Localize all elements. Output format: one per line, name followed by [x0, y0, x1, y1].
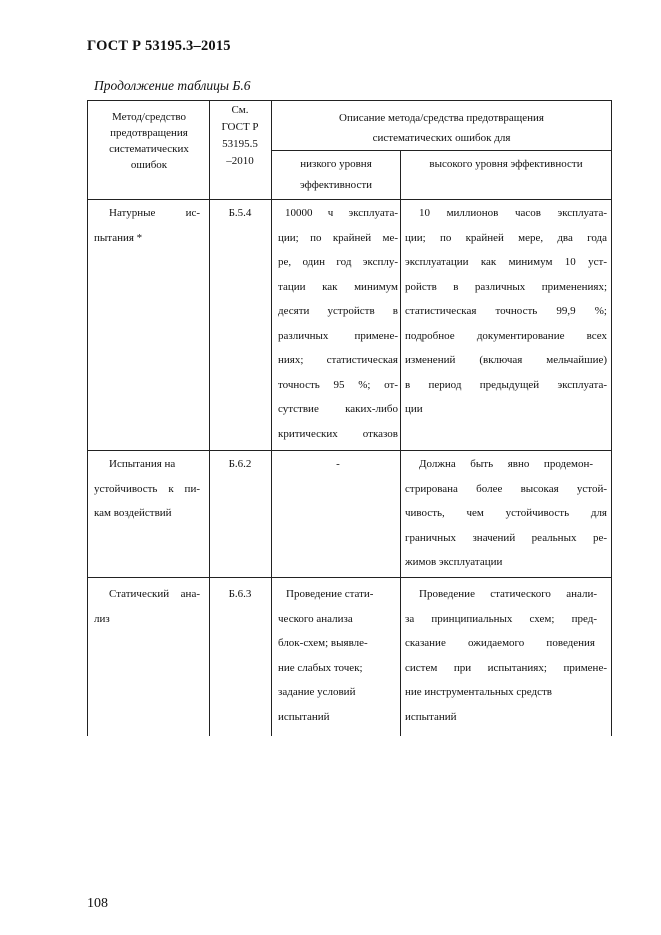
cell-line: десяти устройств в: [278, 305, 398, 317]
cell-line: различных примене-: [278, 329, 398, 342]
table-row-reference: [211, 582, 269, 607]
header-line: систематических: [109, 143, 189, 155]
column-divider: [209, 100, 210, 736]
cell-line: ции: [405, 403, 423, 415]
cell-line: сказание ожидаемого поведения: [405, 637, 595, 649]
column-divider: [400, 150, 401, 736]
cell-line: ройств в различных применениях;: [405, 280, 607, 293]
cell-line: изменений (включая мельчайшие): [405, 354, 607, 366]
cell-line: Проведение статического анали-: [419, 588, 597, 600]
table-row-method: [94, 452, 200, 526]
header-line: предотвращения: [110, 127, 188, 139]
header-line: Метод/средство: [111, 111, 187, 123]
cell-line: ции; по крайней ме-: [278, 231, 398, 244]
header-line: 53195.5: [222, 138, 258, 150]
table-row-high: [405, 452, 607, 575]
cell-line: задание условий: [278, 686, 356, 698]
table-row-high: [405, 201, 607, 422]
cell-line: Б.6.3: [228, 588, 252, 600]
cell-line: Испытания на: [109, 458, 176, 470]
page-number: 108: [87, 896, 108, 911]
table-left-border: [87, 100, 88, 736]
cell-line: ре, один год эксплу-: [278, 256, 398, 268]
cell-line: кам воздействий: [94, 507, 172, 519]
cell-line: Натурные ис-: [109, 207, 200, 219]
cell-line: жимов эксплуатации: [405, 556, 503, 568]
document-code: ГОСТ Р 53195.3–2015: [87, 38, 231, 54]
cell-line: точность 95 %; от-: [278, 378, 398, 391]
table-row-low: [278, 452, 398, 477]
cell-line: 10 миллионов часов эксплуата-: [419, 207, 607, 219]
cell-line: тации как минимум: [278, 280, 398, 293]
cell-line: блок-схем; выявле-: [278, 637, 368, 649]
header-low-level: [273, 154, 399, 196]
header-line: систематических ошибок для: [372, 132, 511, 144]
cell-line: в период предыдущей эксплуата-: [405, 378, 607, 391]
table-row-reference: [211, 452, 269, 477]
cell-line: Должна быть явно продемон-: [419, 458, 593, 470]
header-line: ГОСТ Р: [221, 121, 259, 133]
cell-line: сутствие каких-либо: [278, 403, 398, 415]
cell-line: ние инструментальных средств: [405, 686, 552, 698]
header-line: См.: [231, 104, 249, 116]
cell-line: подробное документирование всех: [405, 329, 607, 342]
cell-line: ние слабых точек;: [278, 661, 363, 674]
cell-line: -: [336, 458, 340, 470]
header-line: ошибок: [130, 159, 168, 171]
cell-line: за принципиальных схем; пред-: [405, 612, 597, 625]
cell-line: испытаний: [278, 710, 330, 723]
cell-line: эксплуатации как минимум 10 уст-: [405, 256, 607, 268]
cell-line: пытания *: [94, 231, 143, 244]
cell-line: статистическая точность 99,9 %;: [405, 305, 607, 317]
cell-line: Проведение стати-: [286, 588, 374, 600]
cell-line: ции; по крайней мере, два года: [405, 231, 607, 244]
table-row-low: [278, 582, 398, 729]
cell-line: критических отказов: [278, 427, 398, 440]
column-divider: [271, 100, 272, 736]
cell-line: 10000 ч эксплуата-: [285, 207, 398, 219]
header-line: высокого уровня эффективности: [429, 158, 583, 170]
table-row-low: [278, 201, 398, 446]
header-line: –2010: [226, 155, 254, 167]
table-caption: Продолжение таблицы Б.6: [94, 78, 251, 93]
row-divider: [87, 450, 612, 451]
table-right-border: [611, 100, 612, 736]
header-line: Описание метода/средства предотвращения: [339, 112, 544, 124]
cell-line: ниях; статистическая: [278, 354, 398, 366]
table-row-reference: [211, 201, 269, 226]
header-group-divider: [271, 150, 612, 151]
cell-line: граничных значений реальных ре-: [405, 531, 607, 544]
cell-line: Б.6.2: [228, 458, 252, 470]
cell-line: лиз: [94, 612, 110, 625]
cell-line: чивость, чем устойчивость для: [405, 507, 607, 519]
table-row-method: [94, 201, 200, 250]
cell-line: Б.5.4: [228, 207, 252, 219]
cell-line: устойчивость к пи-: [94, 482, 200, 495]
cell-line: стрирована более высокая устой-: [405, 482, 607, 495]
table-top-border: [87, 100, 612, 101]
row-divider: [87, 577, 612, 578]
header-bottom-border: [87, 199, 612, 200]
header-description: [273, 108, 610, 148]
cell-line: ческого анализа: [278, 612, 353, 625]
header-reference: [211, 102, 269, 170]
cell-line: систем при испытаниях; примене-: [405, 661, 607, 674]
table-row-method: [94, 582, 200, 631]
header-line: эффективности: [299, 179, 373, 191]
header-high-level: [402, 154, 610, 175]
header-method: [91, 109, 207, 173]
table-row-high: [405, 582, 607, 729]
cell-line: испытаний: [405, 710, 457, 723]
table: [87, 100, 612, 736]
header-line: низкого уровня: [300, 158, 372, 170]
cell-line: Статический ана-: [109, 588, 200, 600]
